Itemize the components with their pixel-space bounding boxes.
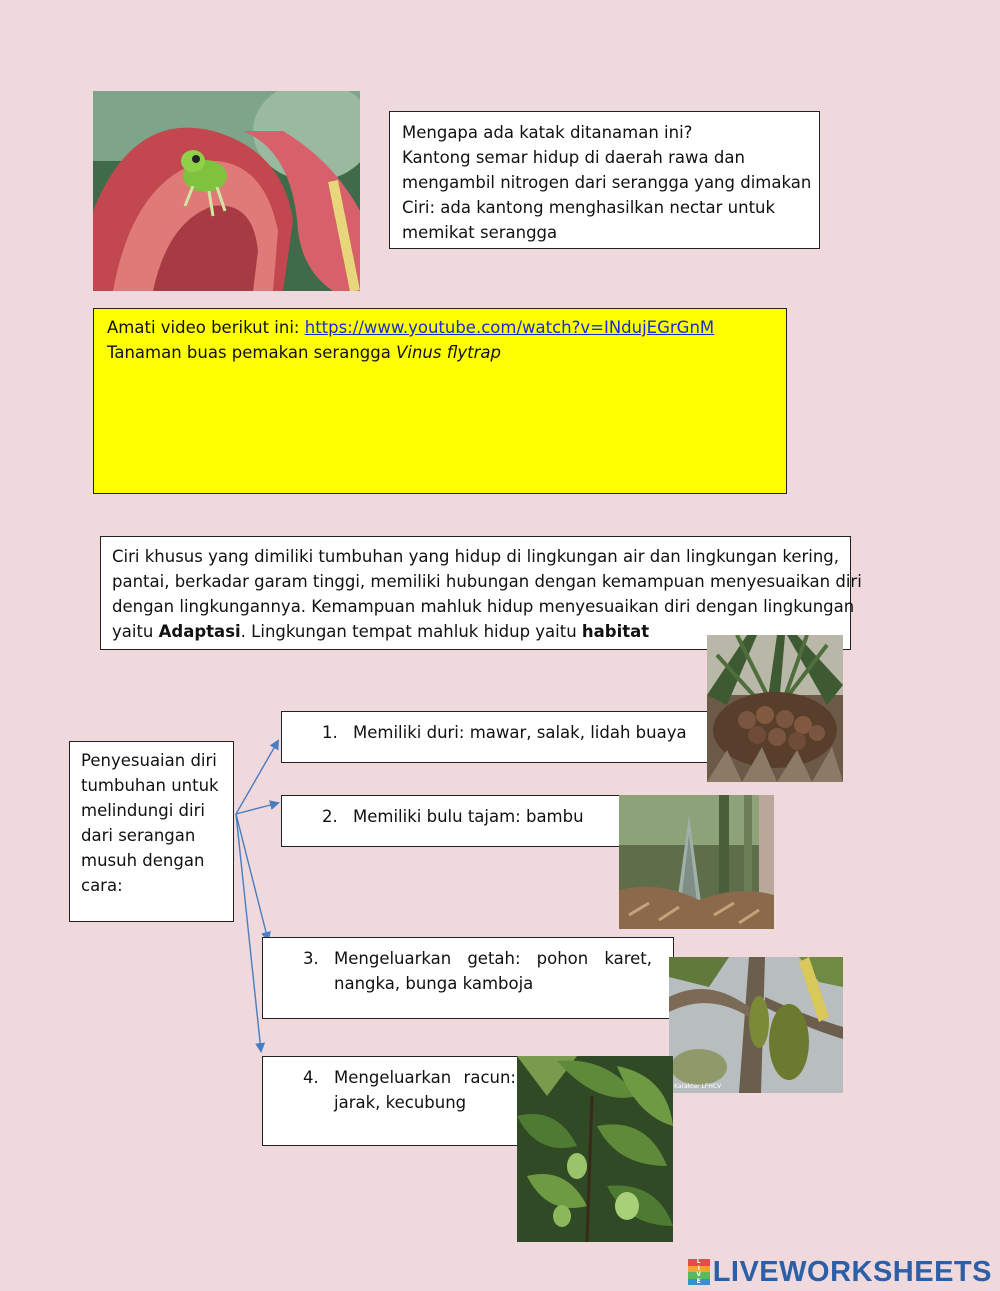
adaptation-text: . Lingkungan tempat mahluk hidup yaitu bbox=[240, 622, 582, 641]
question-line: Mengapa ada katak ditanaman ini? bbox=[402, 123, 693, 142]
arrow-to-item-4 bbox=[236, 814, 261, 1051]
item-number: 3. bbox=[303, 949, 319, 968]
plant-name: Vinus flytrap bbox=[396, 343, 501, 362]
adaptation-line: dengan lingkungannya. Kemampuan mahluk hidup menyesuaikan diri dengan lingkungan bbox=[112, 597, 855, 616]
item-number: 4. bbox=[303, 1068, 319, 1087]
question-line: memikat serangga bbox=[402, 223, 558, 242]
concept-line: melindungi diri bbox=[81, 801, 205, 820]
video-intro-line bbox=[107, 315, 773, 340]
defense-item-2 bbox=[281, 795, 624, 847]
defense-item-4 bbox=[262, 1056, 522, 1146]
item-number: 2. bbox=[322, 807, 338, 826]
term-habitat: habitat bbox=[581, 622, 650, 641]
youtube-link[interactable]: https://www.youtube.com/watch?v=INdujEGrGnM bbox=[304, 318, 715, 337]
question-line: Ciri: ada kantong menghasilkan nectar untuk bbox=[402, 198, 776, 217]
term-adaptasi: Adaptasi bbox=[158, 622, 241, 641]
salak-palm-photo bbox=[707, 635, 843, 782]
adaptation-line: Ciri khusus yang dimiliki tumbuhan yang hidup di lingkungan air dan lingkungan kering, bbox=[112, 547, 840, 566]
video-instruction-box bbox=[93, 308, 787, 494]
liveworksheets-logo bbox=[688, 1256, 992, 1288]
concept-line: dari serangan bbox=[81, 826, 196, 845]
logo-badge-icon bbox=[688, 1259, 710, 1285]
item-text: Mengeluarkan getah: pohon karet, bbox=[334, 949, 652, 968]
defense-item-3 bbox=[262, 937, 674, 1019]
bamboo-shoot-photo bbox=[619, 795, 774, 929]
concept-line: cara: bbox=[81, 876, 123, 895]
adaptation-definition-box bbox=[100, 536, 862, 650]
item-text: Mengeluarkan racun: bbox=[334, 1068, 516, 1087]
arrow-to-item-3 bbox=[236, 814, 268, 940]
concept-line: musuh dengan bbox=[81, 851, 205, 870]
arrow-to-item-1 bbox=[236, 741, 278, 814]
item-text: Memiliki duri: mawar, salak, lidah buaya bbox=[353, 723, 687, 742]
adaptation-line: pantai, berkadar garam tinggi, memiliki hubungan dengan kemampuan menyesuaikan diri bbox=[112, 572, 862, 591]
question-line: mengambil nitrogen dari serangga yang dimakan bbox=[402, 173, 812, 192]
logo-text: LIVEWORKSHEETS bbox=[712, 1255, 992, 1288]
defense-item-1 bbox=[281, 711, 711, 763]
adaptation-text: yaitu bbox=[112, 622, 159, 641]
logo-badge-letter: I bbox=[688, 1266, 710, 1273]
question-line: Kantong semar hidup di daerah rawa dan bbox=[402, 148, 745, 167]
concept-line: tumbuhan untuk bbox=[81, 776, 219, 795]
item-text: nangka, bunga kamboja bbox=[334, 974, 534, 993]
plant-text: Tanaman buas pemakan serangga bbox=[107, 343, 397, 362]
pitcher-plant-frog-photo bbox=[93, 91, 360, 291]
arrow-to-item-2 bbox=[236, 803, 278, 814]
video-intro-text: Amati video berikut ini: bbox=[107, 318, 305, 337]
pitcher-plant-question-box bbox=[389, 111, 820, 249]
logo-badge-letter: E bbox=[688, 1279, 710, 1286]
self-defense-concept-box bbox=[69, 741, 234, 922]
logo-badge-letter: V bbox=[688, 1272, 710, 1279]
jarak-kecubung-photo bbox=[517, 1056, 673, 1242]
logo-badge-letter: L bbox=[688, 1259, 710, 1266]
photo-caption: Karakter LFHCV bbox=[674, 1083, 722, 1090]
concept-line: Penyesuaian diri bbox=[81, 751, 217, 770]
jackfruit-tree-photo bbox=[669, 957, 843, 1093]
item-number: 1. bbox=[322, 723, 338, 742]
plant-line bbox=[107, 340, 773, 365]
item-text: Memiliki bulu tajam: bambu bbox=[353, 807, 584, 826]
item-text: jarak, kecubung bbox=[334, 1093, 467, 1112]
